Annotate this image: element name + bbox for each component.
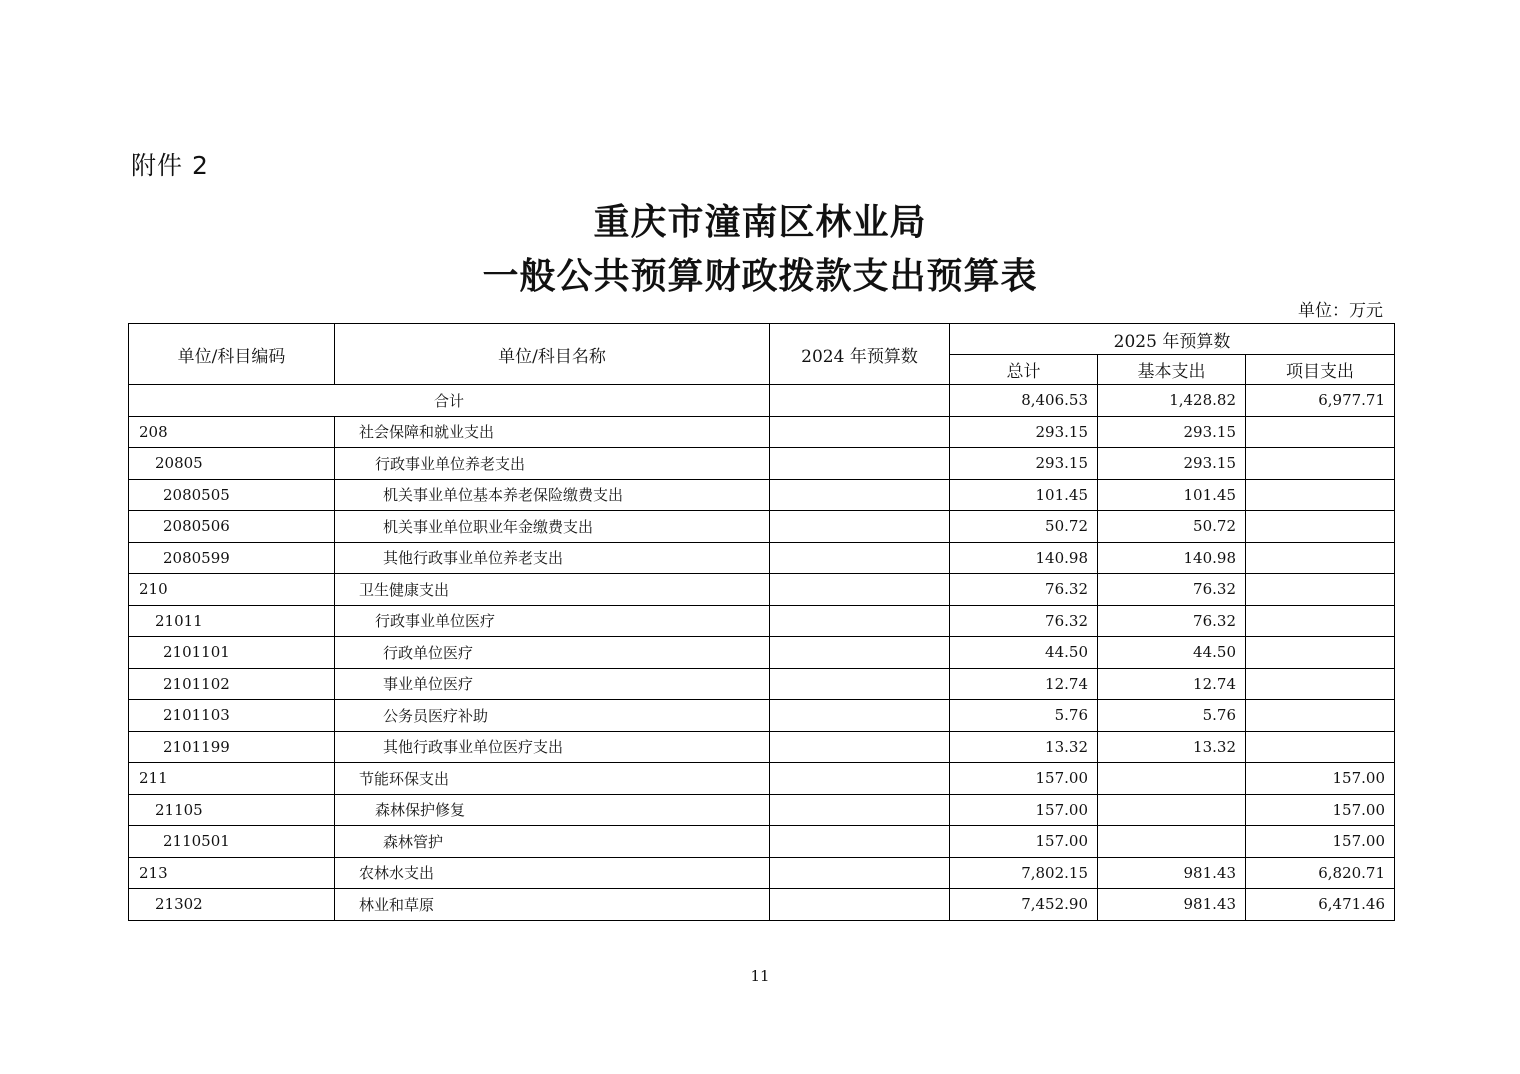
table-row [129, 763, 1395, 795]
row-budget-2024 [770, 479, 950, 511]
row-code: 20805 [129, 448, 335, 480]
row-basic: 12.74 [1098, 668, 1246, 700]
title-line-1: 重庆市潼南区林业局 [593, 201, 927, 243]
header-basic: 基本支出 [1098, 355, 1246, 385]
row-budget-2024 [770, 511, 950, 543]
total-project: 6,977.71 [1246, 385, 1395, 417]
attachment-label: 附件 2 [131, 151, 209, 180]
row-project [1246, 416, 1395, 448]
row-code: 2080599 [129, 542, 335, 574]
row-basic: 76.32 [1098, 605, 1246, 637]
budget-table [128, 323, 1395, 921]
row-name: 卫生健康支出 [335, 574, 770, 606]
row-project [1246, 448, 1395, 480]
title-line-2: 一般公共预算财政拨款支出预算表 [482, 255, 1038, 297]
row-total: 13.32 [950, 731, 1098, 763]
row-name: 行政事业单位医疗 [335, 605, 770, 637]
row-total: 50.72 [950, 511, 1098, 543]
header-budget-2025: 2025 年预算数 [950, 324, 1395, 355]
row-code: 2101199 [129, 731, 335, 763]
row-basic [1098, 826, 1246, 858]
row-project [1246, 542, 1395, 574]
row-name: 其他行政事业单位养老支出 [335, 542, 770, 574]
table-row [129, 416, 1395, 448]
row-basic: 44.50 [1098, 637, 1246, 669]
row-budget-2024 [770, 668, 950, 700]
row-total: 76.32 [950, 605, 1098, 637]
row-code: 2101103 [129, 700, 335, 732]
table-row [129, 637, 1395, 669]
row-code: 210 [129, 574, 335, 606]
row-project: 6,820.71 [1246, 857, 1395, 889]
row-name: 森林保护修复 [335, 794, 770, 826]
table-row [129, 479, 1395, 511]
row-budget-2024 [770, 637, 950, 669]
row-project: 157.00 [1246, 794, 1395, 826]
row-name: 社会保障和就业支出 [335, 416, 770, 448]
table-row [129, 826, 1395, 858]
header-total: 总计 [950, 355, 1098, 385]
row-name: 其他行政事业单位医疗支出 [335, 731, 770, 763]
row-basic [1098, 794, 1246, 826]
row-name: 机关事业单位职业年金缴费支出 [335, 511, 770, 543]
table-row [129, 511, 1395, 543]
row-budget-2024 [770, 605, 950, 637]
row-budget-2024 [770, 574, 950, 606]
row-name: 行政单位医疗 [335, 637, 770, 669]
total-total: 8,406.53 [950, 385, 1098, 417]
row-basic: 13.32 [1098, 731, 1246, 763]
row-project [1246, 479, 1395, 511]
row-name: 农林水支出 [335, 857, 770, 889]
row-basic: 50.72 [1098, 511, 1246, 543]
table-row [129, 857, 1395, 889]
row-code: 2080505 [129, 479, 335, 511]
row-budget-2024 [770, 731, 950, 763]
row-name: 机关事业单位基本养老保险缴费支出 [335, 479, 770, 511]
row-basic: 981.43 [1098, 889, 1246, 921]
row-basic [1098, 763, 1246, 795]
row-project: 157.00 [1246, 826, 1395, 858]
table-row [129, 448, 1395, 480]
table-row [129, 794, 1395, 826]
row-budget-2024 [770, 542, 950, 574]
row-project: 157.00 [1246, 763, 1395, 795]
row-total: 7,802.15 [950, 857, 1098, 889]
row-name: 事业单位医疗 [335, 668, 770, 700]
row-budget-2024 [770, 857, 950, 889]
row-name: 节能环保支出 [335, 763, 770, 795]
row-budget-2024 [770, 889, 950, 921]
row-budget-2024 [770, 826, 950, 858]
header-code: 单位/科目编码 [129, 324, 335, 385]
row-basic: 293.15 [1098, 416, 1246, 448]
row-total: 157.00 [950, 826, 1098, 858]
row-name: 林业和草原 [335, 889, 770, 921]
table-row [129, 668, 1395, 700]
header-budget-2024: 2024 年预算数 [770, 324, 950, 385]
row-basic: 76.32 [1098, 574, 1246, 606]
row-code: 2101101 [129, 637, 335, 669]
row-budget-2024 [770, 794, 950, 826]
row-project [1246, 700, 1395, 732]
row-total: 76.32 [950, 574, 1098, 606]
row-project [1246, 668, 1395, 700]
table-row [129, 574, 1395, 606]
row-project [1246, 637, 1395, 669]
row-total: 293.15 [950, 448, 1098, 480]
total-budget-2024 [770, 385, 950, 417]
row-total: 157.00 [950, 794, 1098, 826]
table-row [129, 605, 1395, 637]
row-basic: 101.45 [1098, 479, 1246, 511]
table-row [129, 889, 1395, 921]
row-project [1246, 574, 1395, 606]
unit-label: 单位：万元 [1298, 301, 1383, 321]
row-total: 157.00 [950, 763, 1098, 795]
total-row [129, 385, 1395, 417]
table-row [129, 542, 1395, 574]
row-budget-2024 [770, 416, 950, 448]
row-project [1246, 511, 1395, 543]
row-code: 208 [129, 416, 335, 448]
row-code: 213 [129, 857, 335, 889]
row-basic: 293.15 [1098, 448, 1246, 480]
budget-table-body [129, 385, 1395, 921]
row-project [1246, 605, 1395, 637]
row-basic: 140.98 [1098, 542, 1246, 574]
row-budget-2024 [770, 700, 950, 732]
row-name: 公务员医疗补助 [335, 700, 770, 732]
row-basic: 5.76 [1098, 700, 1246, 732]
row-total: 5.76 [950, 700, 1098, 732]
row-code: 211 [129, 763, 335, 795]
total-basic: 1,428.82 [1098, 385, 1246, 417]
row-code: 21011 [129, 605, 335, 637]
table-row [129, 731, 1395, 763]
header-name: 单位/科目名称 [335, 324, 770, 385]
row-total: 12.74 [950, 668, 1098, 700]
row-total: 140.98 [950, 542, 1098, 574]
row-code: 2110501 [129, 826, 335, 858]
row-project: 6,471.46 [1246, 889, 1395, 921]
row-code: 2101102 [129, 668, 335, 700]
row-budget-2024 [770, 763, 950, 795]
row-total: 44.50 [950, 637, 1098, 669]
page-number: 11 [750, 967, 770, 985]
row-code: 21105 [129, 794, 335, 826]
row-code: 2080506 [129, 511, 335, 543]
row-name: 行政事业单位养老支出 [335, 448, 770, 480]
row-total: 101.45 [950, 479, 1098, 511]
row-basic: 981.43 [1098, 857, 1246, 889]
row-name: 森林管护 [335, 826, 770, 858]
table-row [129, 700, 1395, 732]
row-budget-2024 [770, 448, 950, 480]
total-label: 合计 [129, 385, 770, 417]
row-total: 7,452.90 [950, 889, 1098, 921]
header-project: 项目支出 [1246, 355, 1395, 385]
row-total: 293.15 [950, 416, 1098, 448]
row-code: 21302 [129, 889, 335, 921]
row-project [1246, 731, 1395, 763]
